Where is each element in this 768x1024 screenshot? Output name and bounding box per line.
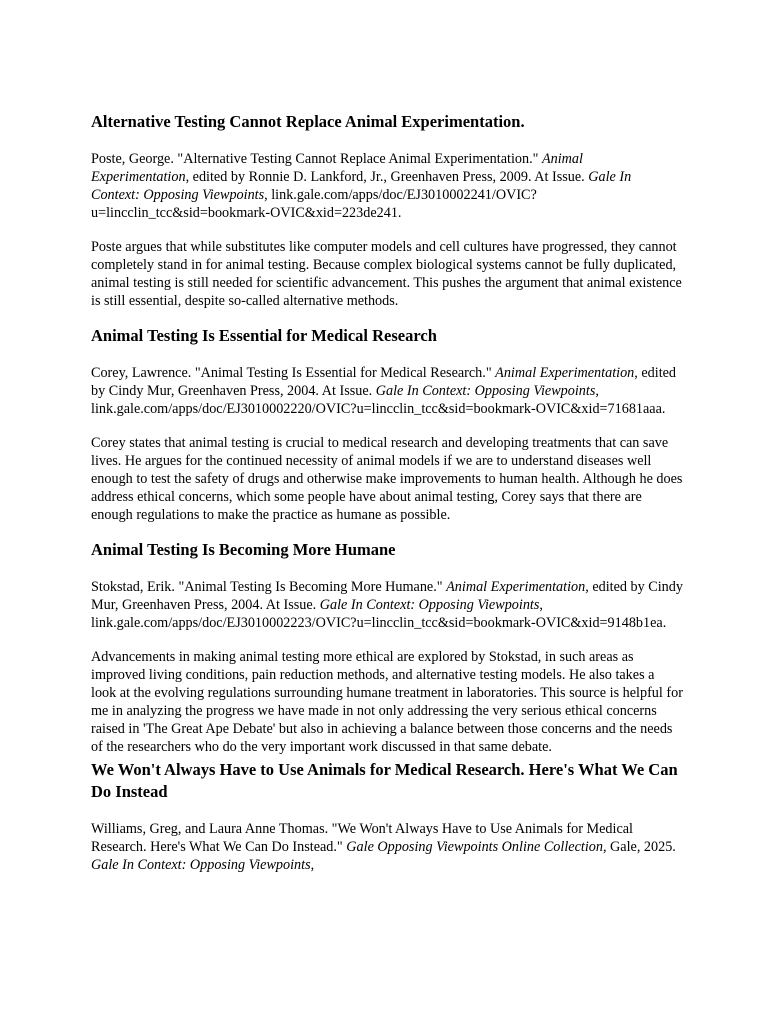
- citation-text: Williams, Greg, and Laura Anne Thomas. "We Won't Always Have to Use Animals for Medical Research. Here's What We Can Do Instead.": [91, 821, 634, 855]
- citation-database-italic: Gale In Context: Opposing Viewpoints: [91, 857, 311, 873]
- citation-title-italic: Animal Experimentation: [91, 151, 583, 185]
- citation-text: , edited by Cindy Mur, Greenhaven Press, 2004. At Issue.: [91, 365, 677, 399]
- citation-text: ,: [310, 857, 315, 873]
- citation: [91, 364, 683, 418]
- citation-database-italic: Gale In Context: Opposing Viewpoints: [91, 169, 632, 203]
- citation-text: Corey, Lawrence. "Animal Testing Is Essential for Medical Research.": [91, 365, 496, 381]
- citation: [91, 820, 683, 874]
- citation-title-italic: Gale Opposing Viewpoints Online Collection: [346, 839, 603, 855]
- section-heading: Animal Testing Is Becoming More Humane: [91, 540, 396, 559]
- section-heading: Alternative Testing Cannot Replace Animal Experimentation.: [91, 112, 525, 131]
- citation-title-italic: Animal Experimentation: [446, 579, 586, 595]
- citation-text: , link.gale.com/apps/doc/EJ3010002223/OVIC?u=lincclin_tcc&sid=bookmark-OVIC&xid=9148b1ea.: [91, 597, 667, 631]
- citation-text: , edited by Ronnie D. Lankford, Jr., Greenhaven Press, 2009. At Issue.: [185, 169, 589, 185]
- citation-title-italic: Animal Experimentation: [495, 365, 635, 381]
- citation-text: , link.gale.com/apps/doc/EJ3010002241/OVIC?u=lincclin_tcc&sid=bookmark-OVIC&xid=223de241.: [91, 187, 537, 221]
- citation-text: , link.gale.com/apps/doc/EJ3010002220/OVIC?u=lincclin_tcc&sid=bookmark-OVIC&xid=71681aaa.: [91, 383, 666, 417]
- annotation-summary: Advancements in making animal testing more ethical are explored by Stokstad, in such areas as improved living conditions, pain reduction methods, and alternative testing models. He also takes a look at the evolving regulations surrounding humane treatment in laboratories. This source is helpful for me in analyzing the progress we have made in not only addressing the very serious ethical concerns raised in 'The Great Ape Debate' but also in achieving a balance between those concerns and the needs of the researchers who do the very important work discussed in that same debate.: [91, 649, 683, 755]
- section-heading: We Won't Always Have to Use Animals for Medical Research. Here's What We Can Do Instead: [91, 760, 678, 801]
- citation-text: Poste, George. "Alternative Testing Cannot Replace Animal Experimentation.": [91, 151, 542, 167]
- section-heading: Animal Testing Is Essential for Medical Research: [91, 326, 437, 345]
- citation-database-italic: Gale In Context: Opposing Viewpoints: [319, 597, 540, 613]
- citation: [91, 150, 683, 222]
- citation: [91, 578, 683, 632]
- document-page: [91, 108, 683, 874]
- annotation-summary: Poste argues that while substitutes like computer models and cell cultures have progressed, they cannot completely stand in for animal testing. Because complex biological systems cannot be fully duplicated, animal testing is still needed for scientific advancement. This pushes the argument that animal existence is still essential, despite so-called alternative methods.: [91, 239, 682, 309]
- citation-text: , edited by Cindy Mur, Greenhaven Press, 2004. At Issue.: [91, 579, 683, 613]
- citation-text: , Gale, 2025.: [602, 839, 676, 855]
- citation-database-italic: Gale In Context: Opposing Viewpoints: [375, 383, 596, 399]
- annotation-summary: Corey states that animal testing is crucial to medical research and developing treatments that can save lives. He argues for the continued necessity of animal models if we are to understand diseases well enough to test the safety of drugs and otherwise make improvements to human health. Although he does address ethical concerns, which some people have about animal testing, Corey says that there are enough regulations to make the practice as humane as possible.: [91, 435, 683, 523]
- citation-text: Stokstad, Erik. "Animal Testing Is Becoming More Humane.": [91, 579, 447, 595]
